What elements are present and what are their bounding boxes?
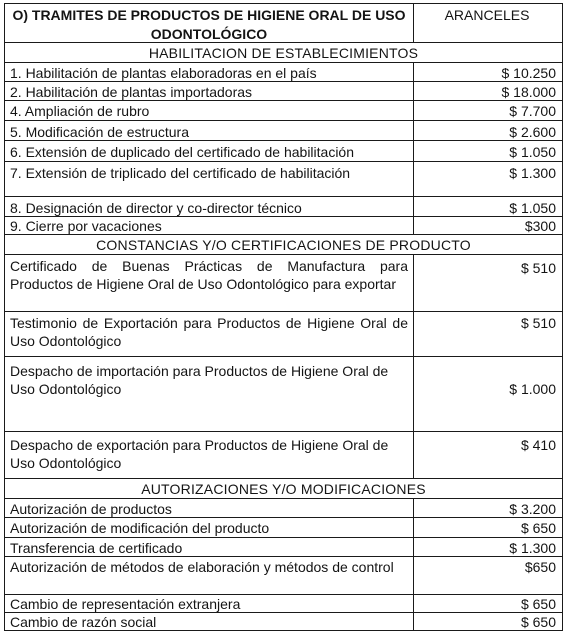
item-text: Despacho de exportación para Productos de Higiene Oral de Uso Odontológico — [10, 437, 389, 471]
section-title: HABILITACION DE ESTABLECIMIENTOS — [148, 45, 419, 61]
fee-amount: $ 1.050 — [509, 200, 556, 216]
item-text: Certificado de Buenas Prácticas de Manufactura para Productos de Higiene Oral de Uso Odontológico para exportar — [10, 258, 408, 292]
item-text: Cambio de razón social — [10, 614, 157, 630]
section-header — [4, 479, 563, 499]
item-text: Despacho de importación para Productos de Higiene Oral de Uso Odontológico — [10, 363, 389, 397]
fee-amount: $ 3.200 — [509, 501, 556, 517]
item-cell — [4, 121, 414, 141]
fee-cell — [412, 595, 563, 613]
table-row — [4, 141, 563, 162]
fee-cell — [412, 63, 563, 82]
fee-cell — [412, 101, 563, 121]
fee-amount: $ 2.600 — [509, 124, 556, 140]
table-row — [4, 595, 563, 613]
fee-cell — [412, 557, 563, 595]
item-text: 2. Habilitación de plantas importadoras — [10, 84, 253, 100]
fee-amount: $ 650 — [520, 520, 556, 536]
fee-cell — [412, 255, 563, 312]
fee-amount: $ 1.050 — [509, 144, 556, 160]
item-cell — [4, 357, 414, 432]
item-cell — [4, 499, 414, 518]
item-text: 6. Extensión de duplicado del certificado de habilitación — [10, 144, 355, 160]
table-row — [4, 312, 563, 357]
item-text: 8. Designación de director y co-director técnico — [10, 200, 302, 216]
table-row — [4, 255, 563, 312]
table-row — [4, 121, 563, 141]
fees-table — [4, 3, 563, 631]
table-row — [4, 357, 563, 432]
item-text: Transferencia de certificado — [10, 540, 183, 556]
item-text: 1. Habilitación de plantas elaboradoras en el país — [10, 65, 317, 81]
fee-cell — [412, 538, 563, 557]
section-header-cell — [4, 479, 563, 499]
item-cell — [4, 312, 414, 357]
table-row — [4, 613, 563, 631]
item-text: Autorización de productos — [10, 501, 172, 517]
fee-amount: $ 650 — [520, 614, 556, 630]
item-cell — [4, 217, 414, 235]
section-title: CONSTANCIAS Y/O CERTIFICACIONES DE PRODUCTO — [96, 237, 471, 253]
table-header — [4, 3, 563, 43]
section-header — [4, 43, 563, 63]
table-row — [4, 538, 563, 557]
table-row — [4, 162, 563, 197]
section-header-cell — [4, 43, 563, 63]
item-cell — [4, 432, 414, 479]
table-row — [4, 197, 563, 217]
table-row — [4, 518, 563, 538]
table-title: O) TRAMITES DE PRODUCTOS DE HIGIENE ORAL DE USO ODONTOLÓGICO — [12, 7, 406, 42]
fee-cell — [412, 499, 563, 518]
fee-cell — [412, 357, 563, 432]
table-row — [4, 499, 563, 518]
fee-cell — [412, 82, 563, 101]
fee-cell — [412, 197, 563, 217]
fee-cell — [412, 217, 563, 235]
fee-amount: $ 510 — [520, 260, 556, 276]
fee-amount: $ 10.250 — [501, 65, 556, 81]
section-header-cell — [4, 235, 563, 255]
item-cell — [4, 595, 414, 613]
item-cell — [4, 518, 414, 538]
section-title: AUTORIZACIONES Y/O MODIFICACIONES — [141, 481, 426, 497]
fee-cell — [412, 432, 563, 479]
item-text: 7. Extensión de triplicado del certificado de habilitación — [10, 165, 351, 181]
item-text: Testimonio de Exportación para Productos de Higiene Oral de Uso Odontológico — [10, 315, 408, 349]
item-text: 5. Modificación de estructura — [10, 124, 189, 140]
item-cell — [4, 197, 414, 217]
item-cell — [4, 162, 414, 197]
fee-cell — [412, 518, 563, 538]
fee-amount: $ 1.300 — [509, 165, 556, 181]
fee-amount: $ 510 — [520, 315, 556, 331]
fee-amount: $ 7.700 — [509, 103, 556, 119]
fees-column-header: ARANCELES — [444, 7, 530, 23]
item-cell — [4, 141, 414, 162]
fee-amount: $ 650 — [520, 596, 556, 612]
fee-amount: $ 410 — [520, 437, 556, 453]
item-cell — [4, 613, 414, 631]
header-title-cell — [4, 3, 414, 43]
item-text: Autorización de modificación del producto — [10, 520, 270, 536]
item-text: Autorización de métodos de elaboración y métodos de control — [10, 559, 394, 575]
table-row — [4, 101, 563, 121]
item-cell — [4, 82, 414, 101]
item-cell — [4, 538, 414, 557]
item-cell — [4, 255, 414, 312]
fee-amount: $300 — [524, 218, 556, 234]
item-text: 4. Ampliación de rubro — [10, 103, 150, 119]
fee-amount: $ 1.000 — [509, 381, 556, 397]
item-text: Cambio de representación extranjera — [10, 596, 241, 612]
item-cell — [4, 557, 414, 595]
fee-amount: $650 — [524, 559, 556, 575]
fee-cell — [412, 162, 563, 197]
table-row — [4, 432, 563, 479]
item-cell — [4, 63, 414, 82]
fee-cell — [412, 141, 563, 162]
item-cell — [4, 101, 414, 121]
table-row — [4, 82, 563, 101]
item-text: 9. Cierre por vacaciones — [10, 218, 162, 234]
table-row — [4, 217, 563, 235]
table-row — [4, 63, 563, 82]
fee-amount: $ 1.300 — [509, 540, 556, 556]
header-fees-cell — [412, 3, 563, 43]
fee-cell — [412, 312, 563, 357]
fee-cell — [412, 121, 563, 141]
fee-cell — [412, 613, 563, 631]
section-header — [4, 235, 563, 255]
table-row — [4, 557, 563, 595]
fee-amount: $ 18.000 — [501, 84, 556, 100]
